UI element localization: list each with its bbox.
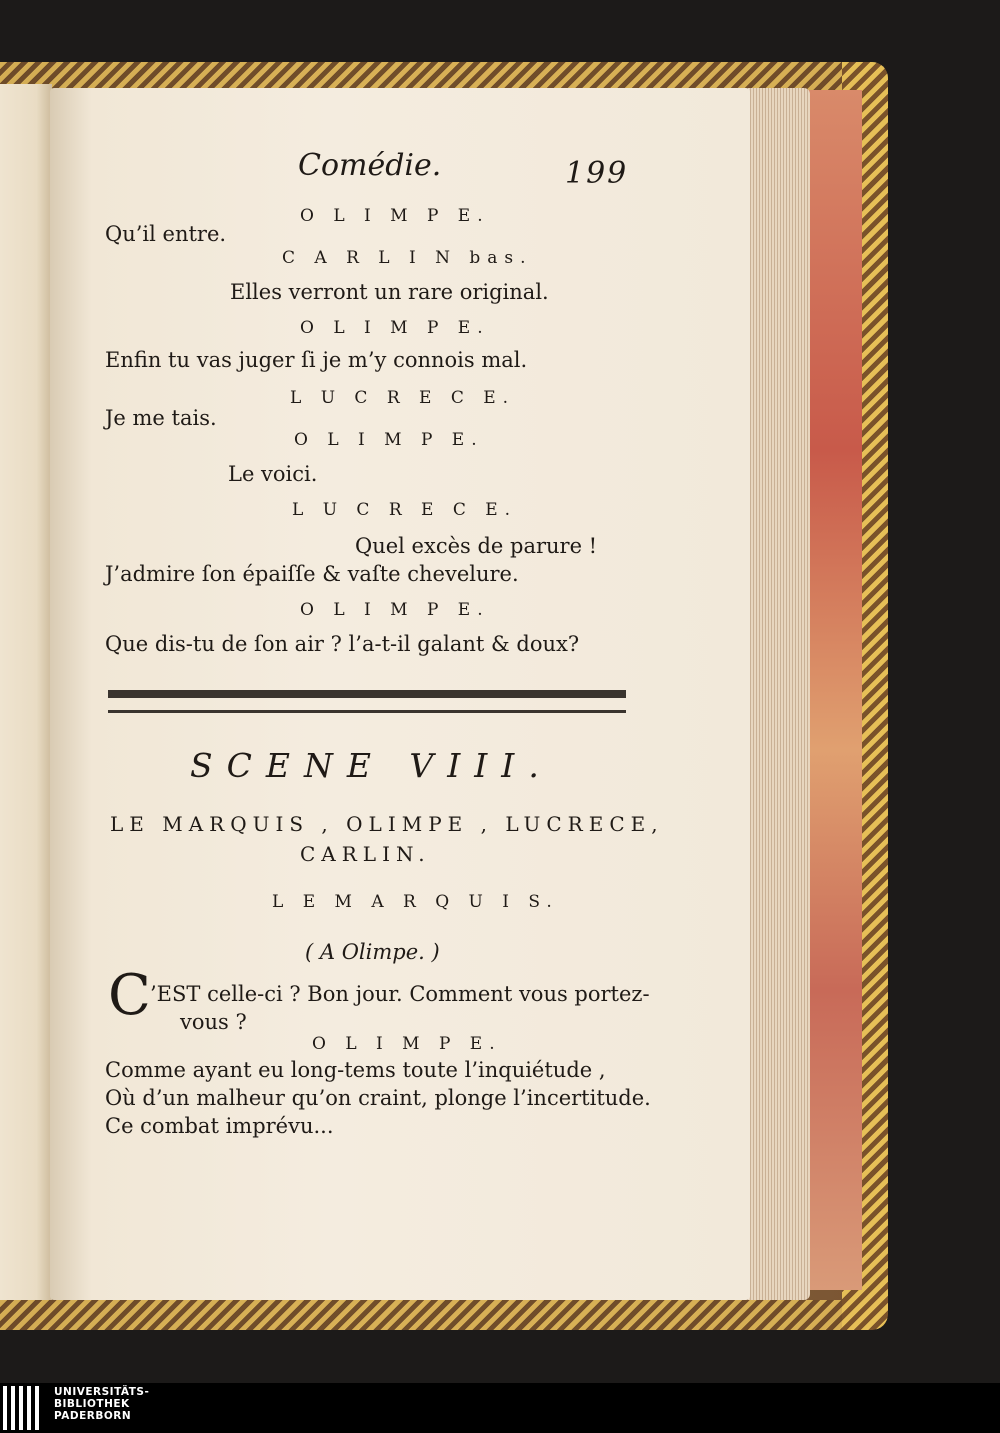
verse-line: J’admire ſon épaiſſe & vaſte chevelure.: [105, 562, 519, 586]
drop-cap: C: [108, 963, 151, 1028]
verse-line: Où d’un malheur qu’on craint, plonge l’incertitude.: [105, 1086, 651, 1110]
library-name-line2: BIBLIOTHEK: [54, 1398, 130, 1410]
verse-line: Quel excès de parure !: [355, 534, 598, 558]
stage-direction: ( A Olimpe. ): [305, 940, 440, 964]
speaker-label: O L I M P E.: [300, 206, 490, 226]
verse-line: Ce combat imprévu...: [105, 1114, 334, 1138]
gilt-border-top: [0, 62, 860, 90]
speaker-label: O L I M P E.: [300, 600, 490, 620]
scene-heading: SCENE VIII.: [190, 746, 553, 785]
speaker-label: L U C R E C E.: [290, 388, 516, 408]
page-number: 199: [565, 156, 629, 191]
speaker-label: O L I M P E.: [300, 318, 490, 338]
marbled-edge: [806, 90, 862, 1290]
speaker-label: L U C R E C E.: [292, 500, 518, 520]
verse-line: Comme ayant eu long-tems toute l’inquiétude ,: [105, 1058, 606, 1082]
verse-line: ’EST celle-ci ? Bon jour. Comment vous portez-: [150, 982, 650, 1006]
page-fore-edge: [748, 88, 810, 1300]
running-title: Comédie.: [298, 148, 442, 183]
library-logo-icon: [3, 1386, 47, 1430]
library-name-line1: UNIVERSITÄTS-: [54, 1386, 150, 1398]
speaker-label: O L I M P E.: [312, 1034, 502, 1054]
cast-list-continued: CARLIN.: [300, 842, 431, 866]
library-name-line3: PADERBORN: [54, 1410, 132, 1422]
speaker-label: L E M A R Q U I S.: [272, 892, 559, 912]
footer-bar: [0, 1383, 1000, 1433]
thin-rule: [108, 710, 626, 713]
left-page-edge: [0, 84, 52, 1300]
cast-list: LE MARQUIS , OLIMPE , LUCRECE,: [110, 812, 664, 836]
verse-line: Qu’il entre.: [105, 222, 227, 246]
verse-line: Elles verront un rare original.: [230, 280, 549, 304]
gilt-border-bottom: [0, 1300, 860, 1330]
verse-line: vous ?: [180, 1010, 247, 1034]
ornamental-rule: [108, 690, 626, 698]
verse-line: Le voici.: [228, 462, 318, 486]
verse-line: Que dis-tu de ſon air ? l’a-t-il galant & doux?: [105, 632, 580, 656]
speaker-label: O L I M P E.: [294, 430, 484, 450]
verse-line: Enfin tu vas juger ſi je m’y connois mal.: [105, 348, 528, 372]
verse-line: Je me tais.: [105, 406, 217, 430]
speaker-label: C A R L I N bas.: [282, 248, 533, 268]
